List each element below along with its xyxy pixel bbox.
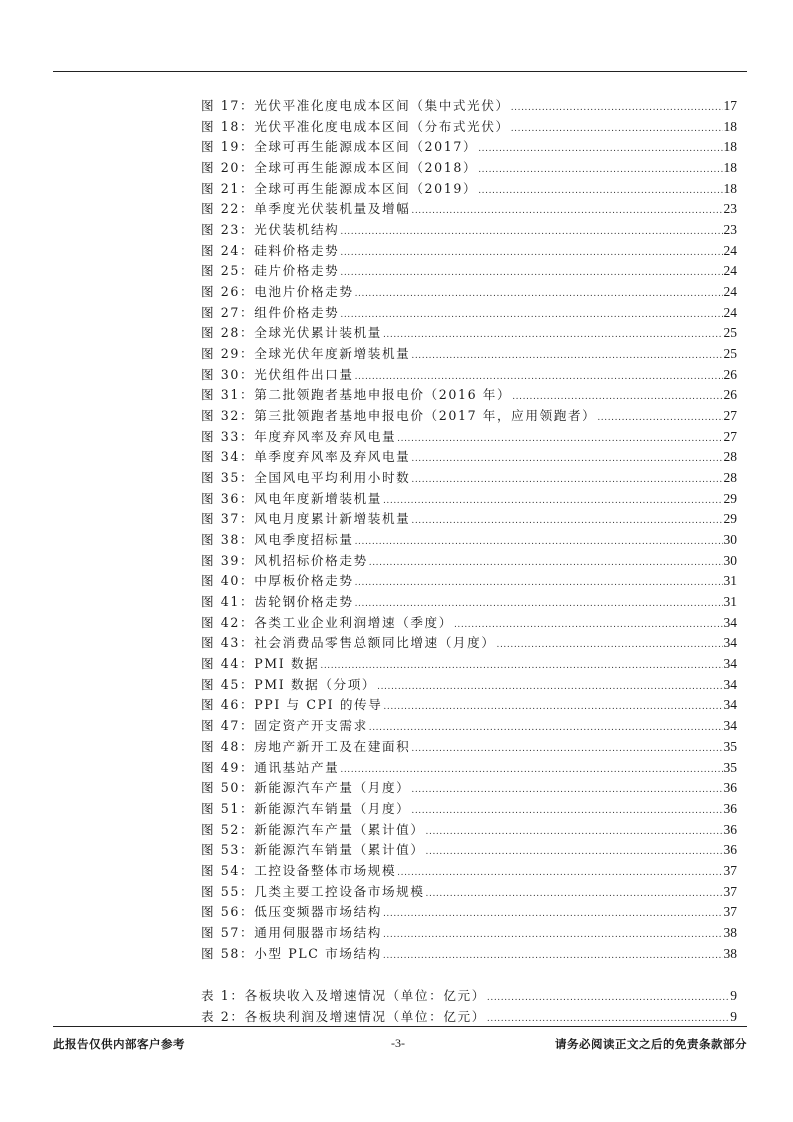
figure-toc-entry[interactable] xyxy=(201,344,737,365)
figure-list xyxy=(201,96,737,964)
dot-leader xyxy=(369,718,723,739)
figure-toc-entry[interactable] xyxy=(201,427,737,448)
toc-entry-title: 图 32：第三批领跑者基地申报电价（2017 年，应用领跑者） xyxy=(201,408,597,424)
toc-entry-page: 18 xyxy=(723,139,737,155)
toc-entry-title: 图 49：通讯基站产量 xyxy=(201,759,340,775)
figure-toc-entry[interactable] xyxy=(201,117,737,138)
toc-entry-title: 图 56：低压变频器市场结构 xyxy=(201,904,382,920)
toc-entry-page: 29 xyxy=(723,490,737,506)
toc-entry-page: 34 xyxy=(723,718,737,734)
toc-entry-page: 34 xyxy=(723,614,737,630)
toc-entry-page: 34 xyxy=(723,697,737,713)
figure-toc-entry[interactable] xyxy=(201,385,737,406)
toc-entry-title: 图 23：光伏装机结构 xyxy=(201,222,340,238)
dot-leader xyxy=(454,615,723,636)
footer-disclaimer-right: 请务必阅读正文之后的免责条款部分 xyxy=(555,1037,747,1051)
header-rule xyxy=(53,71,747,72)
toc-entry-title: 图 30：光伏组件出口量 xyxy=(201,366,354,382)
toc-entry-page: 35 xyxy=(723,759,737,775)
toc-entry-page: 31 xyxy=(723,573,737,589)
toc-entry-title: 图 55：几类主要工控设备市场规模 xyxy=(201,883,425,899)
dot-leader xyxy=(511,119,723,140)
figure-toc-entry[interactable] xyxy=(201,509,737,530)
figure-toc-entry[interactable] xyxy=(201,96,737,117)
toc-entry-title: 图 38：风电季度招标量 xyxy=(201,532,354,548)
toc-entry-page: 34 xyxy=(723,635,737,651)
figure-toc-entry[interactable] xyxy=(201,613,737,634)
dot-leader xyxy=(426,884,723,905)
toc-entry-page: 36 xyxy=(723,821,737,837)
figure-toc-entry[interactable] xyxy=(201,654,737,675)
figure-toc-entry[interactable] xyxy=(201,882,737,903)
toc-entry-page: 31 xyxy=(723,594,737,610)
dot-leader xyxy=(411,801,722,822)
toc-entry-title: 图 40：中厚板价格走势 xyxy=(201,573,354,589)
figure-toc-entry[interactable] xyxy=(201,716,737,737)
toc-entry-page: 28 xyxy=(723,449,737,465)
figure-toc-entry[interactable] xyxy=(201,778,737,799)
figure-toc-entry[interactable] xyxy=(201,944,737,965)
toc-entry-title: 图 19：全球可再生能源成本区间（2017） xyxy=(201,139,478,155)
figure-toc-entry[interactable] xyxy=(201,199,737,220)
toc-entry-title: 图 27：组件价格走势 xyxy=(201,304,340,320)
toc-entry-title: 图 53：新能源汽车销量（累计值） xyxy=(201,842,425,858)
toc-entry-page: 34 xyxy=(723,656,737,672)
dot-leader xyxy=(340,305,722,326)
dot-leader xyxy=(383,491,723,512)
toc-entry-title: 图 57：通用伺服器市场结构 xyxy=(201,924,382,940)
toc-entry-page: 36 xyxy=(723,842,737,858)
toc-entry-title: 图 43：社会消费品零售总额同比增速（月度） xyxy=(201,635,496,651)
toc-entry-page: 23 xyxy=(723,201,737,217)
toc-entry-title: 图 17：光伏平准化度电成本区间（集中式光伏） xyxy=(201,98,510,113)
toc-entry-page: 26 xyxy=(723,366,737,382)
toc-entry-title: 图 51：新能源汽车销量（月度） xyxy=(201,800,411,816)
dot-leader xyxy=(340,243,722,264)
toc-entry-page: 23 xyxy=(723,222,737,238)
toc-entry-page: 37 xyxy=(723,904,737,920)
figure-toc-entry[interactable] xyxy=(201,758,737,779)
toc-entry-title: 图 18：光伏平准化度电成本区间（分布式光伏） xyxy=(201,118,510,134)
toc-entry-page: 37 xyxy=(723,862,737,878)
figure-toc-entry[interactable] xyxy=(201,137,737,158)
footer-rule xyxy=(53,1026,747,1027)
dot-leader xyxy=(383,697,722,718)
dot-leader xyxy=(411,511,722,532)
dot-leader xyxy=(383,925,723,946)
figure-toc-entry[interactable] xyxy=(201,675,737,696)
toc-entry-title: 图 35：全国风电平均利用小时数 xyxy=(201,470,411,486)
figure-toc-entry[interactable] xyxy=(201,261,737,282)
dot-leader xyxy=(355,367,723,388)
figure-toc-entry[interactable] xyxy=(201,530,737,551)
figure-toc-entry[interactable] xyxy=(201,303,737,324)
toc-entry-page: 36 xyxy=(723,780,737,796)
dot-leader xyxy=(355,594,723,615)
toc-entry-page: 9 xyxy=(730,1008,737,1024)
dot-leader xyxy=(426,822,723,843)
toc-entry-page: 26 xyxy=(723,387,737,403)
toc-entry-title: 图 46：PPI 与 CPI 的传导 xyxy=(201,697,383,713)
figure-toc-entry[interactable] xyxy=(201,241,737,262)
toc-entry-title: 图 45：PMI 数据（分项） xyxy=(201,676,377,692)
table-toc-entry[interactable] xyxy=(201,986,737,1007)
toc-entry-page: 38 xyxy=(723,924,737,940)
toc-entry-title: 图 20：全球可再生能源成本区间（2018） xyxy=(201,160,478,176)
figure-toc-entry[interactable] xyxy=(201,571,737,592)
toc-entry-page: 38 xyxy=(723,945,737,961)
figure-toc-entry[interactable] xyxy=(201,799,737,820)
toc-entry-title: 图 31：第二批领跑者基地申报电价（2016 年） xyxy=(201,387,512,403)
figure-toc-entry[interactable] xyxy=(201,282,737,303)
dot-leader xyxy=(355,573,723,594)
page-footer xyxy=(53,1036,747,1054)
toc-entry-page: 36 xyxy=(723,800,737,816)
figure-toc-entry[interactable] xyxy=(201,365,737,386)
toc-entry-title: 图 52：新能源汽车产量（累计值） xyxy=(201,821,425,837)
dot-leader xyxy=(411,346,722,367)
toc-entry-page: 35 xyxy=(723,738,737,754)
dot-leader xyxy=(411,449,722,470)
footer-disclaimer-left: 此报告仅供内部客户参考 xyxy=(53,1037,185,1051)
toc-entry-title: 图 26：电池片价格走势 xyxy=(201,284,354,300)
toc-entry-title: 图 22：单季度光伏装机量及增幅 xyxy=(201,201,411,217)
dot-leader xyxy=(340,760,722,781)
toc-entry-title: 图 21：全球可再生能源成本区间（2019） xyxy=(201,180,478,196)
toc-entry-title: 图 42：各类工业企业利润增速（季度） xyxy=(201,614,453,630)
toc-entry-page: 25 xyxy=(723,325,737,341)
figure-toc-entry[interactable] xyxy=(201,592,737,613)
figure-toc-entry[interactable] xyxy=(201,820,737,841)
dot-leader xyxy=(511,98,723,119)
toc-entry-title: 图 39：风机招标价格走势 xyxy=(201,552,368,568)
toc-entry-page: 9 xyxy=(730,988,737,1003)
toc-entry-title: 图 54：工控设备整体市场规模 xyxy=(201,862,397,878)
toc-entry-page: 27 xyxy=(723,408,737,424)
toc-entry-page: 27 xyxy=(723,428,737,444)
toc-entry-title: 表 2：各板块利润及增速情况（单位：亿元） xyxy=(201,1008,486,1024)
dot-leader xyxy=(597,408,722,429)
toc-entry-title: 图 37：风电月度累计新增装机量 xyxy=(201,511,411,527)
figure-toc-entry[interactable] xyxy=(201,695,737,716)
dot-leader xyxy=(478,181,722,202)
toc-entry-page: 25 xyxy=(723,346,737,362)
table-list xyxy=(201,986,737,1027)
dot-leader xyxy=(411,780,722,801)
dot-leader xyxy=(397,863,722,884)
figure-toc-entry[interactable] xyxy=(201,158,737,179)
dot-leader xyxy=(411,739,722,760)
toc-entry-title: 图 44：PMI 数据 xyxy=(201,656,320,672)
table-toc-entry[interactable] xyxy=(201,1007,737,1028)
dot-leader xyxy=(355,532,723,553)
figure-toc-entry[interactable] xyxy=(201,406,737,427)
toc-entry-title: 图 33：年度弃风率及弃风电量 xyxy=(201,428,397,444)
toc-entry-page: 17 xyxy=(723,98,737,113)
toc-entry-title: 图 34：单季度弃风率及弃风电量 xyxy=(201,449,411,465)
toc-entry-page: 24 xyxy=(723,304,737,320)
figure-toc-entry[interactable] xyxy=(201,220,737,241)
toc-entry-page: 18 xyxy=(723,180,737,196)
figure-toc-entry[interactable] xyxy=(201,633,737,654)
toc-entry-title: 图 28：全球光伏累计装机量 xyxy=(201,325,382,341)
dot-leader xyxy=(411,201,722,222)
toc-entry-page: 18 xyxy=(723,118,737,134)
toc-entry-title: 图 41：齿轮钢价格走势 xyxy=(201,594,354,610)
toc-entry-title: 图 24：硅料价格走势 xyxy=(201,242,340,258)
dot-leader xyxy=(487,988,729,1009)
dot-leader xyxy=(512,387,722,408)
toc-entry-page: 30 xyxy=(723,532,737,548)
toc-entry-page: 24 xyxy=(723,284,737,300)
dot-leader xyxy=(340,263,722,284)
dot-leader xyxy=(397,429,722,450)
figure-toc-entry[interactable] xyxy=(201,468,737,489)
toc-entry-title: 图 48：房地产新开工及在建面积 xyxy=(201,738,411,754)
dot-leader xyxy=(355,284,723,305)
toc-entry-title: 图 29：全球光伏年度新增装机量 xyxy=(201,346,411,362)
page-number: -3- xyxy=(391,1036,405,1050)
toc-entry-title: 图 25：硅片价格走势 xyxy=(201,263,340,279)
figure-toc-entry[interactable] xyxy=(201,323,737,344)
toc-entry-title: 表 1：各板块收入及增速情况（单位：亿元） xyxy=(201,988,486,1003)
dot-leader xyxy=(478,160,722,181)
dot-leader xyxy=(377,677,722,698)
figure-toc-entry[interactable] xyxy=(201,840,737,861)
figure-toc-entry[interactable] xyxy=(201,447,737,468)
figure-toc-entry[interactable] xyxy=(201,923,737,944)
toc-entry-page: 29 xyxy=(723,511,737,527)
dot-leader xyxy=(478,139,722,160)
dot-leader xyxy=(411,470,722,491)
figure-toc-entry[interactable] xyxy=(201,902,737,923)
dot-leader xyxy=(383,325,723,346)
dot-leader xyxy=(383,946,723,967)
toc-entry-page: 28 xyxy=(723,470,737,486)
toc-entry-title: 图 36：风电年度新增装机量 xyxy=(201,490,382,506)
toc-entry-title: 图 47：固定资产开支需求 xyxy=(201,718,368,734)
figure-toc-entry[interactable] xyxy=(201,551,737,572)
figure-toc-entry[interactable] xyxy=(201,861,737,882)
toc-entry-page: 37 xyxy=(723,883,737,899)
figure-toc-entry[interactable] xyxy=(201,489,737,510)
figure-toc-entry[interactable] xyxy=(201,179,737,200)
toc-entry-page: 34 xyxy=(723,676,737,692)
toc-entry-page: 18 xyxy=(723,160,737,176)
toc-entry-title: 图 50：新能源汽车产量（月度） xyxy=(201,780,411,796)
dot-leader xyxy=(340,222,722,243)
dot-leader xyxy=(369,553,723,574)
toc-entry-page: 30 xyxy=(723,552,737,568)
toc-entry-page: 24 xyxy=(723,263,737,279)
toc-entry-page: 24 xyxy=(723,242,737,258)
dot-leader xyxy=(497,635,723,656)
figure-toc-entry[interactable] xyxy=(201,737,737,758)
dot-leader xyxy=(383,904,723,925)
dot-leader xyxy=(320,656,722,677)
dot-leader xyxy=(426,842,723,863)
toc-entry-title: 图 58：小型 PLC 市场结构 xyxy=(201,945,382,961)
